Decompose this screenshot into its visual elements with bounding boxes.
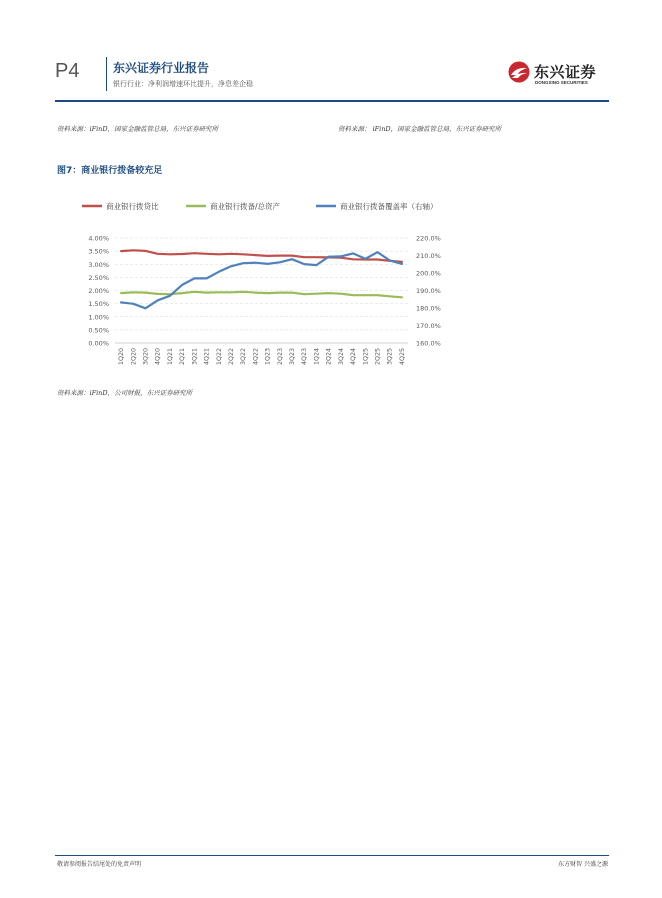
x-axis-tick-label: 1Q22 (215, 348, 223, 365)
report-title: 东兴证券行业报告 (113, 61, 210, 75)
left-axis-tick-label: 3.50% (88, 247, 109, 256)
x-axis-tick-label: 1Q24 (313, 348, 321, 365)
left-axis-tick-label: 2.50% (88, 273, 109, 282)
legend-label: 商业银行拨贷比 (106, 202, 159, 211)
source-note-right: 资料来源： iFinD，国家金融监管总局，东兴证券研究所 (338, 125, 502, 133)
x-axis-tick-label: 4Q22 (252, 348, 260, 365)
header-rule (55, 100, 609, 102)
legend-label: 商业银行拨备/总资产 (210, 202, 281, 211)
left-axis-tick-label: 4.00% (88, 234, 109, 243)
right-axis-tick-label: 220.0% (416, 234, 441, 243)
right-axis-tick-label: 170.0% (416, 322, 441, 330)
series-line (121, 292, 402, 298)
x-axis-tick-label: 2Q25 (374, 348, 382, 365)
x-axis-tick-label: 3Q23 (289, 348, 297, 365)
left-axis-tick-label: 1.50% (88, 300, 109, 309)
x-axis-tick-label: 1Q20 (118, 348, 126, 365)
x-axis-tick-label: 2Q24 (325, 348, 333, 365)
source-note-left: 资料来源：iFinD，国家金融监管总局，东兴证券研究所 (57, 125, 219, 133)
x-axis-tick-label: 3Q25 (386, 348, 394, 365)
left-axis-tick-label: 3.00% (88, 260, 109, 269)
x-axis-tick-label: 3Q22 (240, 348, 248, 365)
right-axis-tick-label: 200.0% (416, 269, 441, 278)
page-number: P4 (55, 60, 80, 82)
left-axis-tick-label: 1.00% (88, 313, 109, 322)
right-axis-tick-label: 210.0% (416, 252, 441, 260)
x-axis-tick-label: 3Q24 (337, 348, 345, 365)
provision-line-chart (70, 190, 480, 380)
header-divider (106, 57, 107, 91)
x-axis-tick-label: 2Q20 (130, 348, 138, 365)
x-axis-tick-label: 4Q21 (203, 348, 211, 365)
series-line (121, 252, 402, 308)
x-axis-tick-label: 2Q21 (179, 348, 187, 365)
left-axis-tick-label: 0.50% (88, 326, 109, 335)
x-axis-tick-label: 4Q20 (154, 348, 162, 365)
logo-text-cn: 东兴证券 (534, 63, 597, 81)
x-axis-tick-label: 4Q25 (398, 348, 406, 365)
right-axis-tick-label: 180.0% (416, 304, 441, 313)
left-axis-tick-label: 2.00% (88, 287, 109, 295)
x-axis-tick-label: 3Q20 (142, 348, 150, 365)
company-logo (508, 59, 608, 91)
x-axis-tick-label: 2Q22 (227, 348, 235, 365)
footer-rule (55, 855, 609, 856)
report-subtitle: 银行行业：净利润增速环比提升，净息差企稳 (113, 80, 253, 88)
left-axis-tick-label: 0.00% (88, 339, 109, 348)
right-axis-tick-label: 160.0% (416, 339, 441, 348)
x-axis-tick-label: 2Q23 (276, 348, 284, 365)
legend-label: 商业银行拨备覆盖率（右轴） (340, 202, 438, 211)
logo-text-en: DONGXING SECURITIES (535, 80, 588, 85)
x-axis-tick-label: 1Q25 (362, 348, 370, 365)
right-axis-tick-label: 190.0% (416, 287, 441, 295)
x-axis-tick-label: 1Q23 (264, 348, 272, 365)
figure-title: 图7：商业银行拨备较充足 (57, 166, 163, 176)
footer-disclaimer: 敬请参阅报告结尾处的免责声明 (57, 861, 142, 868)
footer-slogan: 东方财智 兴盛之源 (558, 861, 608, 868)
x-axis-tick-label: 3Q21 (191, 348, 199, 365)
x-axis-tick-label: 4Q24 (350, 348, 358, 365)
chart-source-note: 资料来源：iFinD，公司财报，东兴证券研究所 (57, 389, 193, 397)
x-axis-tick-label: 1Q21 (166, 348, 174, 365)
logo-mark-icon (508, 61, 530, 83)
x-axis-tick-label: 4Q23 (301, 348, 309, 365)
